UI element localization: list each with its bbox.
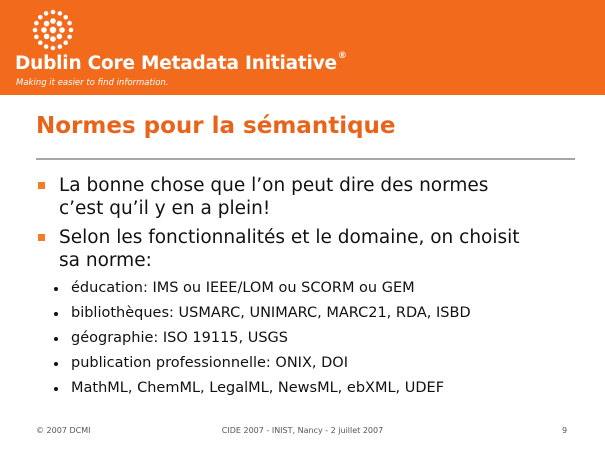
- sub-bullet-text: éducation: IMS ou IEEE/LOM ou SCORM ou GEM: [71, 280, 415, 296]
- sub-bullet-item: [48, 326, 591, 351]
- sub-bullet-text: MathML, ChemML, LegalML, NewsML, ebXML, UDEF: [71, 380, 445, 396]
- sub-bullet-item: [48, 301, 591, 326]
- sub-bullet-item: [48, 276, 591, 301]
- slide-title: Normes pour la sémantique: [36, 113, 396, 139]
- sub-bullet-text: bibliothèques: USMARC, UNIMARC, MARC21, RDA, ISBD: [71, 305, 471, 321]
- bullet-item: [36, 174, 591, 220]
- page-number: 9: [562, 426, 568, 435]
- slide-body: [36, 174, 591, 401]
- square-bullet-icon: [38, 182, 45, 189]
- bullet-line: sa norme:: [59, 250, 152, 271]
- title-divider: [36, 158, 575, 160]
- bullet-line: La bonne chose que l’on peut dire des normes: [59, 175, 489, 196]
- round-bullet-icon: [54, 287, 58, 291]
- footer-event: CIDE 2007 - INIST, Nancy - 2 juillet 2007: [221, 426, 384, 435]
- sub-bullet-item: [48, 376, 591, 401]
- dcmi-sunburst-logo-icon: [27, 4, 79, 56]
- sub-bullet-text: géographie: ISO 19115, USGS: [71, 330, 288, 346]
- sub-bullet-text: publication professionnelle: ONIX, DOI: [71, 355, 348, 371]
- round-bullet-icon: [54, 387, 58, 391]
- bullet-item: [36, 226, 591, 272]
- bullet-line: Selon les fonctionnalités et le domaine, on choisit: [59, 227, 520, 248]
- brand-text: Dublin Core Metadata Initiative: [15, 53, 337, 74]
- round-bullet-icon: [54, 337, 58, 341]
- sub-bullet-item: [48, 351, 591, 376]
- bullet-line: c’est qu’il y en a plein!: [59, 198, 271, 219]
- round-bullet-icon: [54, 312, 58, 316]
- round-bullet-icon: [54, 362, 58, 366]
- brand-name: [15, 53, 347, 74]
- sub-bullet-list: [36, 276, 591, 401]
- footer-copyright: © 2007 DCMI: [36, 426, 91, 435]
- square-bullet-icon: [38, 234, 45, 241]
- header-banner: [0, 0, 605, 95]
- brand-tagline: Making it easier to find information.: [16, 78, 169, 88]
- registered-mark: ®: [337, 51, 347, 61]
